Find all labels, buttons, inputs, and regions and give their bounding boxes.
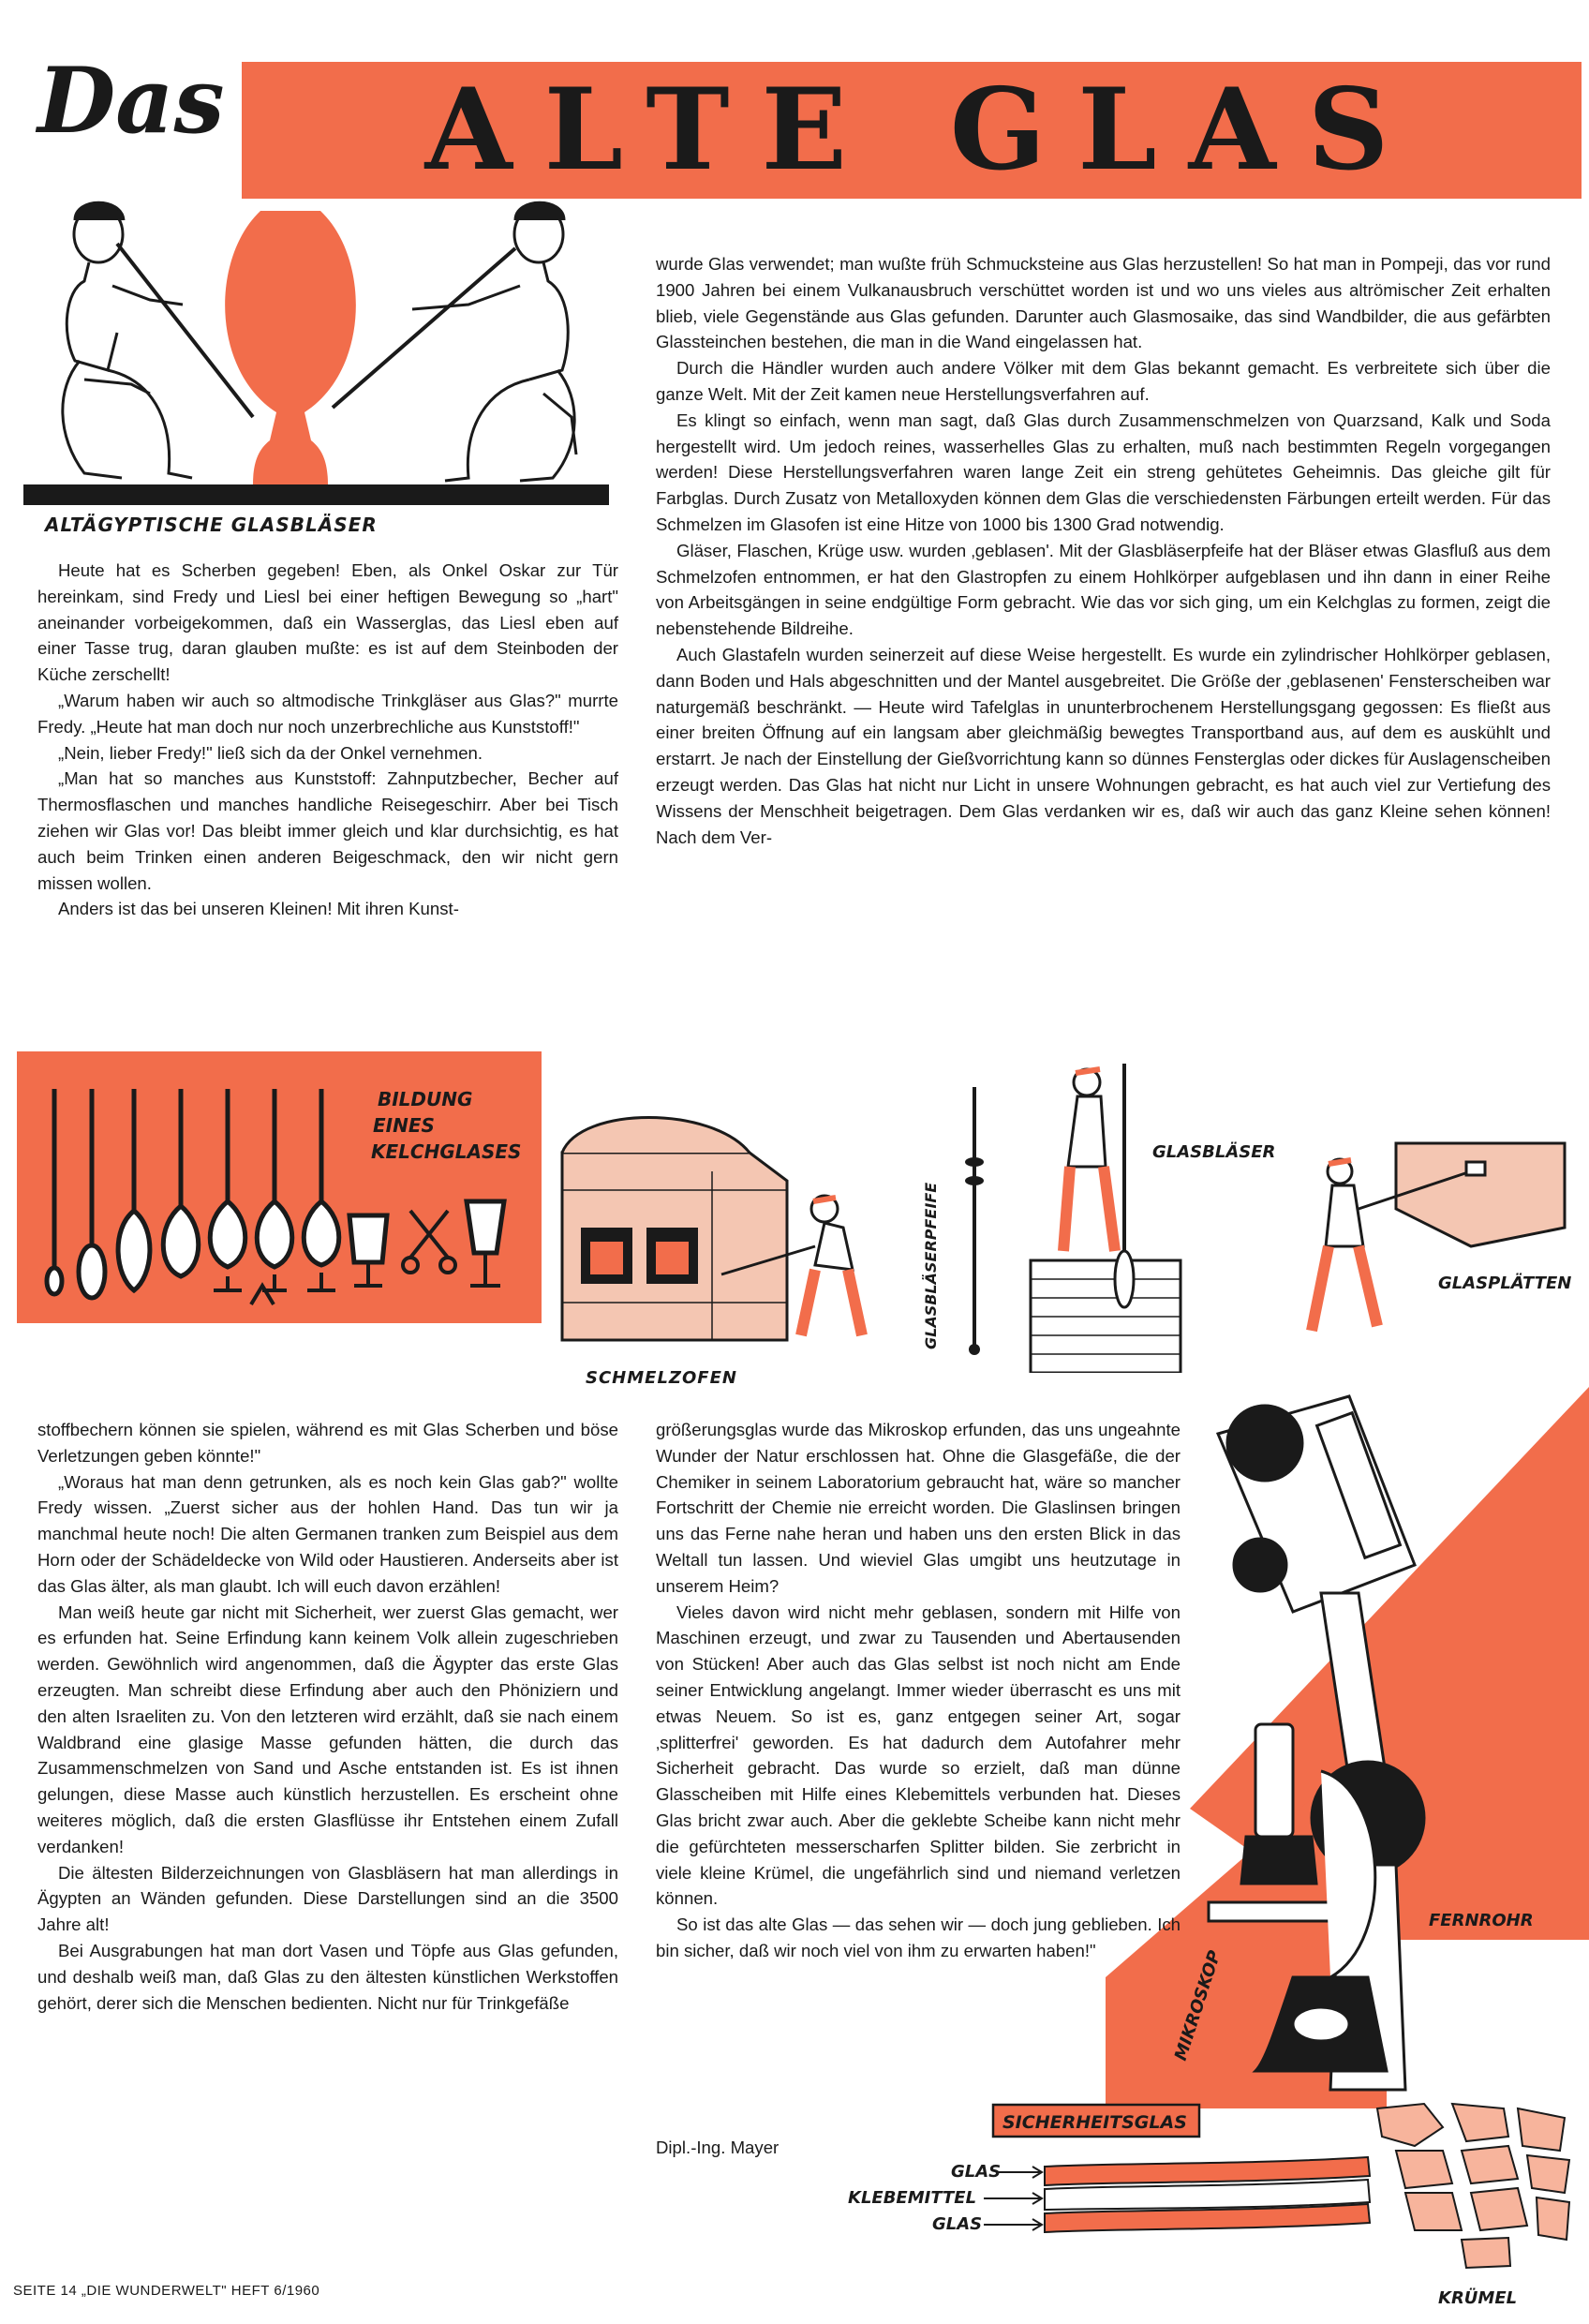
caption-kelch-line2: EINES bbox=[373, 1114, 435, 1137]
caption-pfeife: GLASBLÄSERPFEIFE bbox=[922, 1182, 940, 1349]
paragraph: Auch Glastafeln wurden seinerzeit auf diese Weise hergestellt. Es wurde ein zylindrischer Hohlkörper geblasen, dann Boden und Hals abgeschnitten und der Mantel ausgebreitet. Die Größe der ‚geblasenen' Fensterscheiben war naturgemäß beschränkt. — Heute wird Tafelglas in ununterbrochenem Herstellungsgang gegossen: Es fließt aus einer breiten Öffnung auf ein langsam aber gleichmäßig bewegtes Transportband aus, auf dem es auskühlt und erstarrt. Je nach der Einstellung der Gießvorrichtung kann so dünnes Fensterglas oder dickes für Auslagenscheiben erzeugt werden. Das Glas hat nicht nur Licht in unsere Wohnungen gebracht, es hat auch viel zur Vertiefung des Wissens der Menschheit beigetragen. Dem Glas verdanken wir es, daß wir auch das ganz Kleine sehen können! Nach dem Ver- bbox=[656, 644, 1551, 847]
paragraph: wurde Glas verwendet; man wußte früh Schmucksteine aus Glas herzustellen! So hat man in Pompeji, das vor rund 1900 Jahren bei einem Vulkanausbruch verschüttet worden ist und wo uns vieles aus altrömischer Zeit erhalten blieb, viele Gegenstände aus Glas gefunden. Darunter auch Glasmosaike, das sind Wandbilder, die aus gefärbten Glassteinchen bestehen, die man in die Wand eingelassen hat. bbox=[656, 254, 1551, 352]
paragraph: Anders ist das bei unseren Kleinen! Mit ihren Kunst- bbox=[58, 899, 459, 919]
caption-sicherheitsglas: SICHERHEITSGLAS bbox=[1002, 2112, 1187, 2133]
paragraph: „Nein, lieber Fredy!" ließ sich da der Onkel vernehmen. bbox=[58, 742, 483, 763]
column-left-top bbox=[37, 558, 618, 922]
kelchglas-sequence-illustration bbox=[17, 1051, 542, 1323]
label-klebemittel: KLEBEMITTEL bbox=[848, 2188, 977, 2208]
caption-glasplaetten: GLASPLÄTTEN bbox=[1438, 1274, 1572, 1293]
caption-egypt: ALTÄGYPTISCHE GLASBLÄSER bbox=[45, 514, 378, 536]
author: Dipl.-Ing. Mayer bbox=[656, 2138, 780, 2157]
paragraph: stoffbechern können sie spielen, während es mit Glas Scherben und böse Verletzungen geben könnte!" bbox=[37, 1420, 618, 1466]
label-glas-bottom: GLAS bbox=[932, 2214, 983, 2234]
egyptian-glassblowers-illustration bbox=[19, 192, 618, 511]
caption-glasblaeser: GLASBLÄSER bbox=[1152, 1142, 1276, 1162]
paragraph: Gläser, Flaschen, Krüge usw. wurden ‚geblasen'. Mit der Glasbläserpfeife hat der Bläser etwas Glasfluß aus dem Schmelzofen entnommen, er hat den Glastropfen zu einem Hohlkörper aufgeblasen und ihn dann in einer Reihe von Arbeitsgängen in seine endgültige Form gebracht. Wie das vor sich ging, um ein Kelchglas zu formen, zeigt die nebenstehende Bildreihe. bbox=[656, 540, 1551, 639]
paragraph: So ist das alte Glas — das sehen wir — doch jung geblieben. Ich bin sicher, daß wir noch viel von ihm zu erwarten haben!" bbox=[656, 1914, 1181, 1960]
paragraph: Bei Ausgrabungen hat man dort Vasen und Töpfe aus Glas gefunden, und deshalb weiß man, daß Glas zu den ältesten künstlichen Werkstoffen gehört, derer sich die Menschen bedienten. Nicht nur für Trinkgefäße bbox=[37, 1940, 618, 2013]
caption-schmelzofen: SCHMELZOFEN bbox=[586, 1368, 737, 1388]
caption-kruemel: KRÜMEL bbox=[1438, 2288, 1518, 2308]
paragraph: Es klingt so einfach, wenn man sagt, daß Glas durch Zusammenschmelzen von Quarzsand, Kalk und Soda hergestellt wird. Um jedoch reines, wasserhelles Glas zu erhalten, muß nach bestimmten Regeln vorgegangen werden! Diese Herstellungsverfahren waren lange Zeit ein streng gehütetes Geheimnis. Das gleiche gilt für Farbglas. Durch Zusatz von Metalloxyden können dem Glas die verschiedensten Färbungen erteilt werden. Für das Schmelzen im Glasofen ist eine Hitze von 1000 bis 1300 Grad notwendig. bbox=[656, 410, 1551, 534]
sicherheitsglas-diagram bbox=[843, 2099, 1574, 2315]
schmelzofen-illustration bbox=[543, 1078, 899, 1378]
paragraph: Heute hat es Scherben gegeben! Eben, als Onkel Oskar zur Tür hereinkam, sind Fredy und Liesl bei einer heftigen Bewegung so „hart" aneinander vorbeigekommen, daß ein Wasserglas, das Liesl eben auf einer Tasse trug, daran glauben mußte: es ist auf dem Steinboden der Küche zerschellt! bbox=[37, 560, 618, 685]
caption-mikroskop: MIKROSKOP bbox=[1170, 1948, 1225, 2063]
paragraph: Durch die Händler wurden auch andere Völker mit dem Glas bekannt gemacht. Es verbreitete sich über die ganze Welt. Mit der Zeit kamen neue Herstellungsverfahren auf. bbox=[656, 358, 1551, 404]
glasblaeser-illustration bbox=[1012, 1054, 1293, 1373]
paragraph: Vieles davon wird nicht mehr geblasen, sondern mit Hilfe von Maschinen erzeugt, und zwar zu Tausenden und Abertausenden von Stücken! Aber auch das Glas selbst ist noch nicht am Ende seiner Entwicklung angelangt. Immer wieder überrascht es uns mit etwas Neuem. So ist es, ganz entgegen seiner Art, sogar ‚splitterfrei' geworden. Es hat dadurch dem Autofahrer mehr Sicherheit gebracht. Das wurde so erzielt, daß man dünne Glasscheiben mit Hilfe eines Klebemittels verbunden hat. Dieses Glas bricht zwar auch. Aber die geklebte Scheibe kann nicht mehr die gefürchteten messerscharfen Splitter bilden. Sie zerbricht in viele kleine Krümel, die ungefährlich sind und niemand verletzen können. bbox=[656, 1601, 1181, 1909]
paragraph: größerungsglas wurde das Mikroskop erfunden, das uns ungeahnte Wunder der Natur erschlossen hat. Ohne die Glasgefäße, die der Chemiker in seinem Laboratorium gebraucht hat, wäre so mancher Fortschritt der Chemie nie erreicht worden. Die Glaslinsen bringen uns das Ferne nahe heran und haben uns den ersten Blick in das Weltall tun lassen. Und wieviel Glas umgibt uns heutzutage in unserem Heim? bbox=[656, 1420, 1181, 1596]
paragraph: Man weiß heute gar nicht mit Sicherheit, wer zuerst Glas gemacht, wer es erfunden hat. Seine Erfindung kann keinem Volk allein zugeschrieben werden. Gewöhnlich wird angenommen, daß die Ägypter das erste Glas erzeugten. Man schreibt diese Erfindung aber auch den Phöniziern und den alten Israeliten zu. Von den letzteren wird erzählt, daß sie nach einem Waldbrand eine glasige Masse gefunden hätten, die durch das Zusammenschmelzen von Sand und Asche entstanden ist. Es ist ihnen gelungen, diese Masse auch künstlich herzustellen. Es erscheint ohne weiteres möglich, daß die ersten Glasflüsse ihr Entstehen einem Zufall verdanken! bbox=[37, 1601, 618, 1856]
column-right-bottom bbox=[656, 1417, 1181, 1964]
column-right-top bbox=[656, 251, 1551, 850]
title-prefix: Das bbox=[37, 48, 225, 154]
caption-fernrohr: FERNROHR bbox=[1429, 1911, 1534, 1930]
glasplaetten-illustration bbox=[1284, 1115, 1574, 1349]
caption-kelch-line1: BILDUNG bbox=[378, 1088, 473, 1110]
page-footer: SEITE 14 „DIE WUNDERWELT" HEFT 6/1960 bbox=[13, 2283, 320, 2299]
paragraph: „Woraus hat man denn getrunken, als es noch kein Glas gab?" wollte Fredy wissen. „Zuerst sicher aus der hohlen Hand. Das tun wir ja manchmal heute noch! Die alten Germanen tranken zum Beispiel aus dem Horn oder der Schädeldecke von Wild oder Haustieren. Anderseits aber ist das Glas älter, als man glaubt. Ich will euch davon erzählen! bbox=[37, 1471, 618, 1596]
paragraph: „Warum haben wir auch so altmodische Trinkgläser aus Glas?" murrte Fredy. „Heute hat man doch nur noch unzerbrechliche aus Kunststoff!" bbox=[37, 690, 618, 737]
glasblaeserpfeife-illustration bbox=[913, 1068, 998, 1368]
label-glas-top: GLAS bbox=[951, 2162, 1002, 2182]
column-left-bottom bbox=[37, 1417, 618, 2016]
page-title: ALTE GLAS bbox=[424, 64, 1421, 196]
caption-kelch-line3: KELCHGLASES bbox=[371, 1140, 522, 1163]
paragraph: „Man hat so manches aus Kunststoff: Zahnputzbecher, Becher auf Thermosflaschen und manches handliche Reisegeschirr. Aber bei Tisch ziehen wir Glas vor! Das bleibt immer gleich und klar durchsichtig, es hat auch beim Trinken einen anderen Beigeschmack, den wir nicht gern missen wollen. bbox=[37, 768, 618, 893]
paragraph: Die ältesten Bilderzeichnungen von Glasbläsern hat man allerdings in Ägypten an Wänden gefunden. Diese Darstellungen sind an die 3500 Jahre alt! bbox=[37, 1862, 618, 1935]
